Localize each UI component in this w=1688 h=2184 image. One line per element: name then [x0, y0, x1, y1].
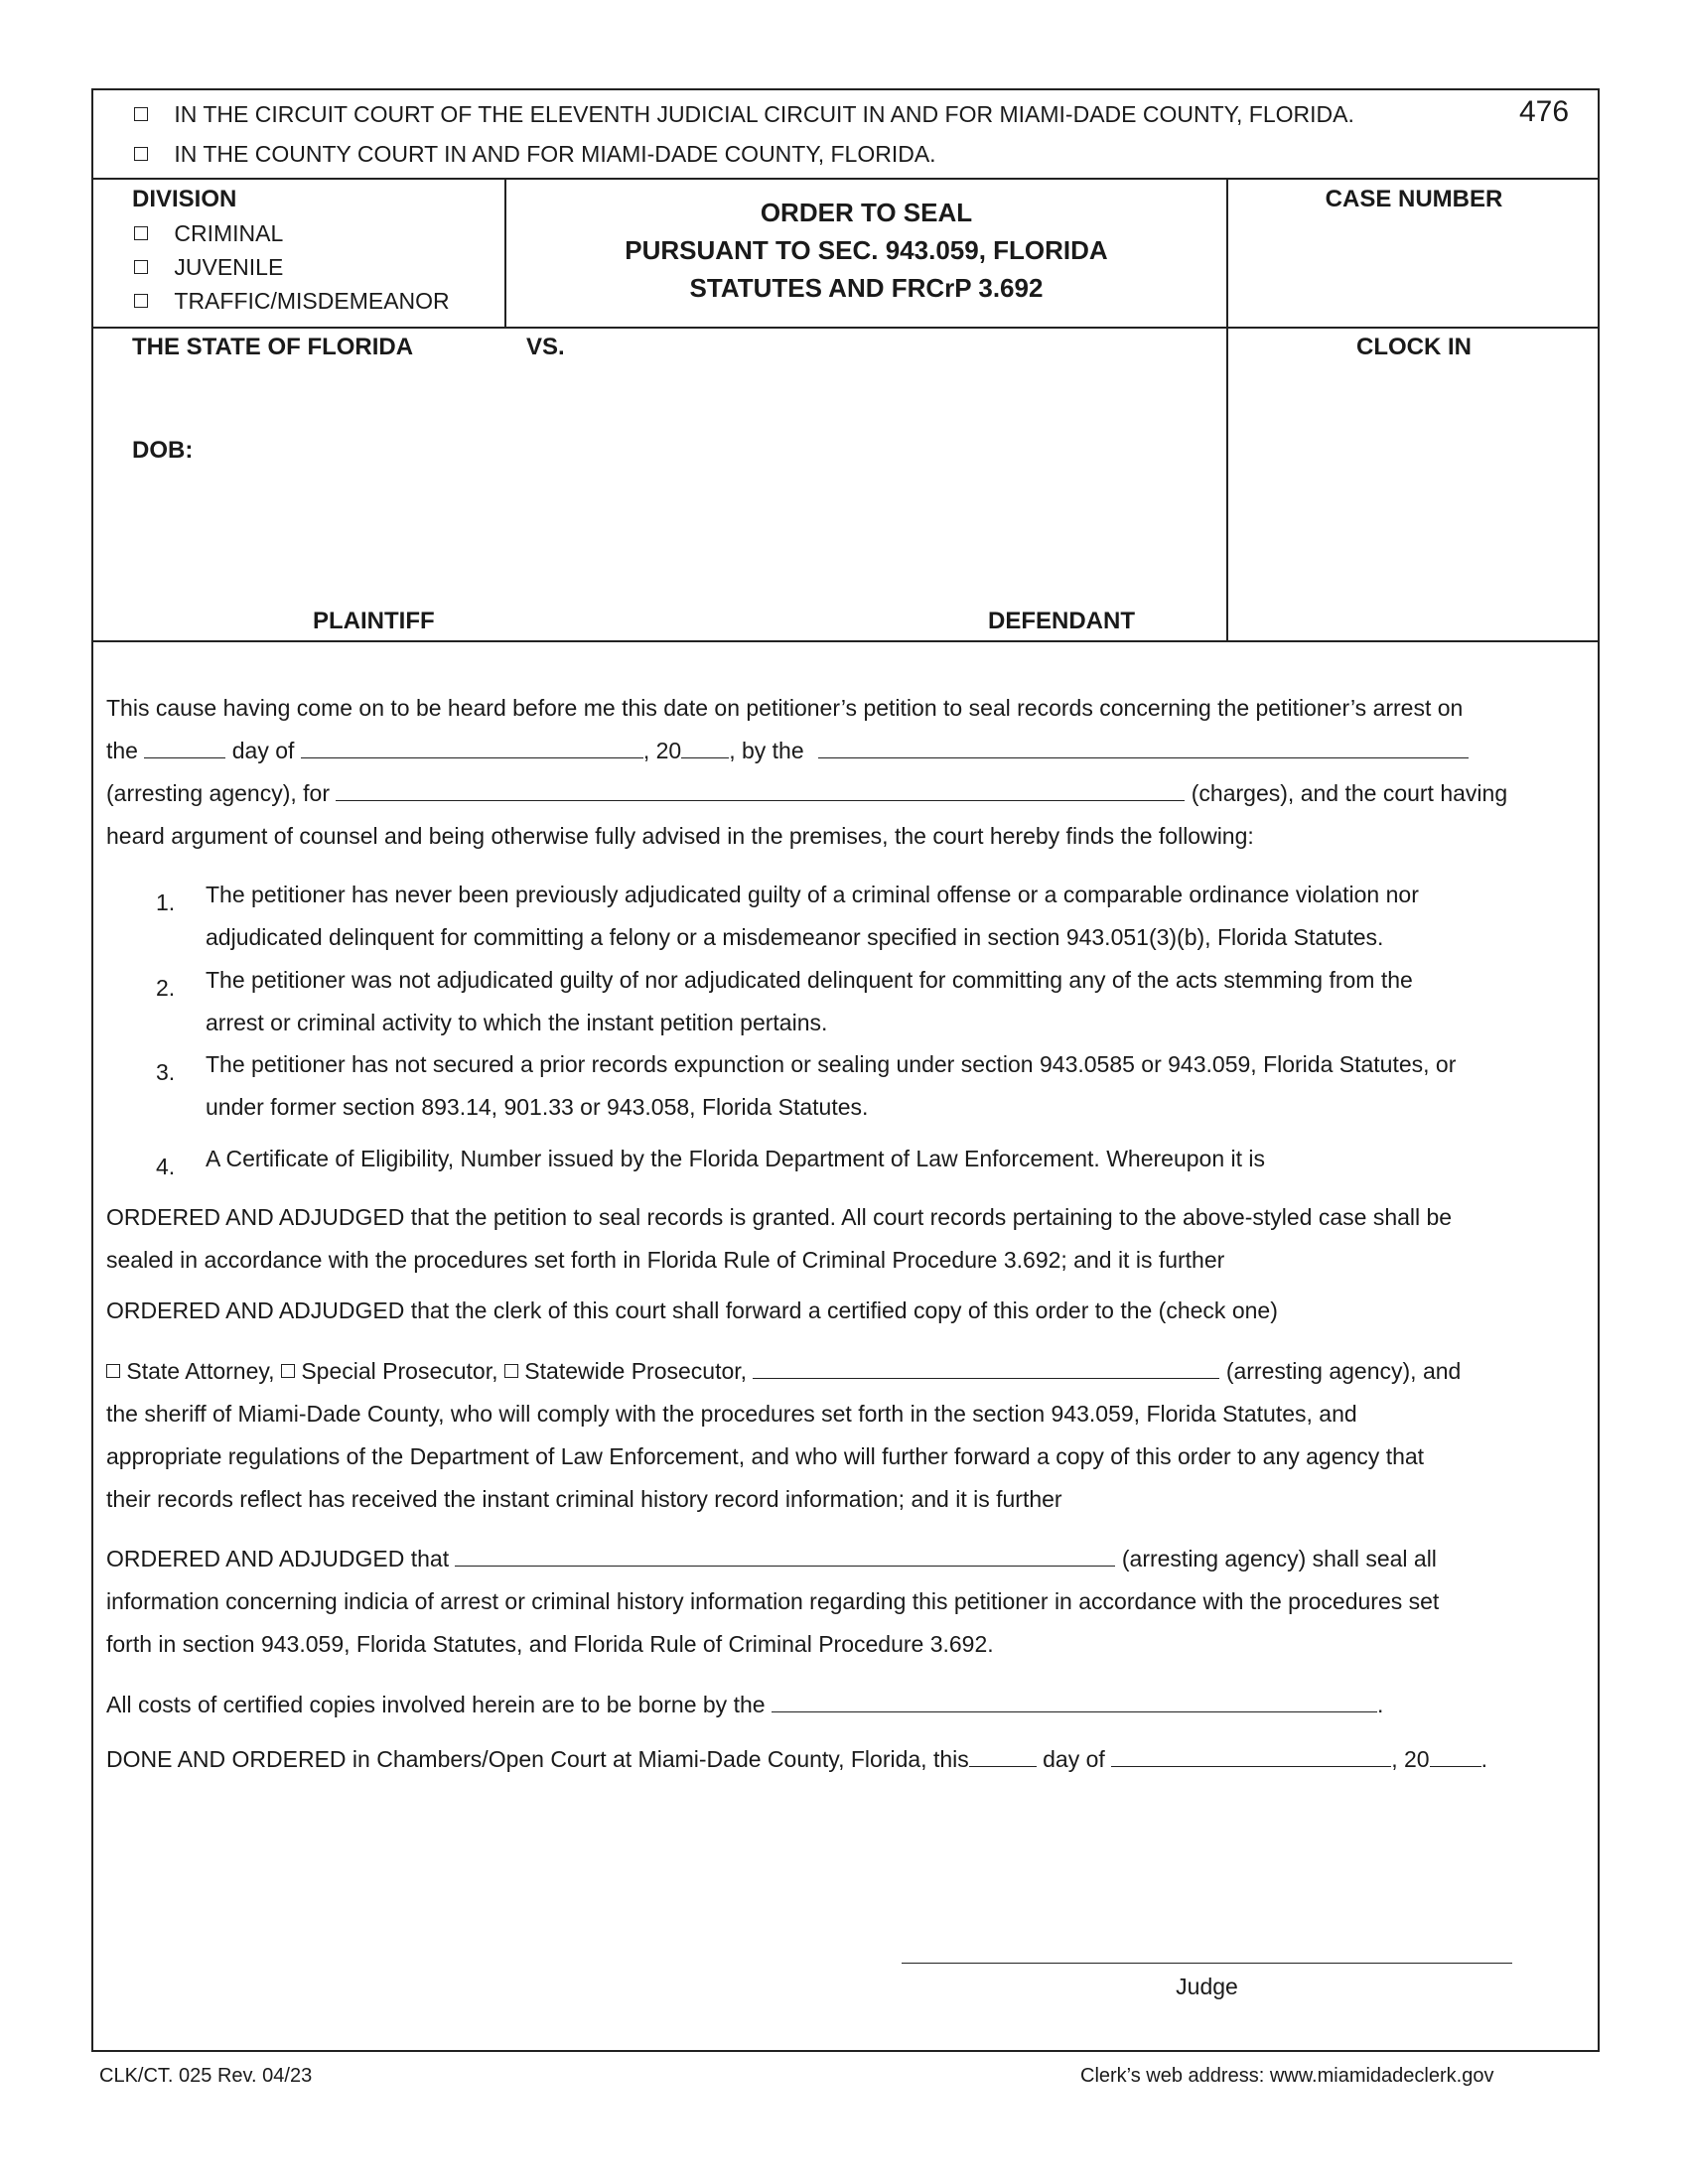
order-2-line-4: appropriate regulations of the Department of Law Enforcement, and who will further forward a copy of this order to any agency that	[106, 1443, 1425, 1469]
order-2-recipients	[106, 1350, 1461, 1393]
checkbox-traffic-misdemeanor[interactable]	[134, 294, 148, 308]
case-number-divider	[1226, 178, 1228, 640]
intro-day-of: day of	[231, 738, 295, 763]
form-title	[506, 194, 1226, 307]
checkbox-juvenile[interactable]	[134, 260, 148, 274]
done-period: .	[1480, 1746, 1487, 1772]
division-option-traffic	[134, 288, 450, 315]
state-attorney-label: State Attorney,	[126, 1358, 275, 1384]
clock-in-area	[1241, 372, 1589, 625]
order-3-line-3: forth in section 943.059, Florida Statutes, and Florida Rule of Criminal Procedure 3.692.	[106, 1631, 994, 1657]
finding-4-number: 4.	[156, 1154, 176, 1179]
done-line	[106, 1738, 1487, 1781]
finding-2-number: 2.	[156, 975, 176, 1001]
division-criminal-label: CRIMINAL	[174, 220, 284, 246]
division-traffic-label: TRAFFIC/MISDEMEANOR	[174, 288, 450, 314]
order-1-line-2: sealed in accordance with the procedures set forth in Florida Rule of Criminal Procedure 3.692; and it is further	[106, 1247, 1225, 1273]
done-lead: DONE AND ORDERED in Chambers/Open Court at Miami-Dade County, Florida, this	[106, 1746, 969, 1772]
finding-3-line-1: The petitioner has not secured a prior records expunction or sealing under section 943.0585 or 943.059, Florida Statutes, or	[206, 1051, 1457, 1077]
costs-period: .	[1376, 1692, 1384, 1717]
intro-line-3	[106, 772, 1507, 815]
title-line-3: STATUTES AND FRCrP 3.692	[689, 273, 1044, 303]
order-3-line-2: information concerning indicia of arrest or criminal history information regarding this petitioner in accordance with the procedures set	[106, 1588, 1440, 1614]
intro-line-1: This cause having come on to be heard before me this date on petitioner’s petition to seal records concerning the petitioner’s arrest on	[106, 695, 1464, 721]
defendant-label: DEFENDANT	[988, 608, 1135, 634]
intro-arresting-agency-for: (arresting agency), for	[106, 780, 330, 806]
finding-2-line-2: arrest or criminal activity to which the instant petition pertains.	[206, 1010, 828, 1035]
order-2-agency-and: (arresting agency), and	[1225, 1358, 1462, 1384]
state-of-florida: THE STATE OF FLORIDA	[132, 334, 414, 360]
court-circuit-label: IN THE CIRCUIT COURT OF THE ELEVENTH JUDICIAL CIRCUIT IN AND FOR MIAMI-DADE COUNTY, FLORIDA.	[174, 101, 1354, 127]
checkbox-criminal[interactable]	[134, 226, 148, 240]
finding-1-line-1: The petitioner has never been previously adjudicated guilty of a criminal offense or a comparable ordinance violation nor	[206, 882, 1419, 907]
order-3-lead: ORDERED AND ADJUDGED that	[106, 1546, 450, 1571]
checkbox-state-attorney[interactable]	[106, 1364, 120, 1378]
checkbox-circuit-court[interactable]	[134, 107, 148, 121]
order-2-line-3: the sheriff of Miami-Dade County, who will comply with the procedures set forth in the section 943.059, Florida Statutes, and	[106, 1401, 1357, 1427]
court-county-option	[134, 141, 936, 168]
arrest-month-field[interactable]	[301, 740, 643, 758]
intro-line-2	[106, 730, 1469, 772]
done-month-field[interactable]	[1111, 1748, 1391, 1767]
order-3-tail: (arresting agency) shall seal all	[1121, 1546, 1437, 1571]
division-option-juvenile	[134, 254, 283, 281]
arresting-agency-field-3[interactable]	[455, 1548, 1115, 1567]
intro-charges: (charges), and the court having	[1191, 780, 1508, 806]
finding-1-number: 1.	[156, 889, 176, 915]
done-day-of: day of	[1043, 1746, 1105, 1772]
checkbox-special-prosecutor[interactable]	[281, 1364, 295, 1378]
intro-twenty: , 20	[642, 738, 682, 763]
header-divider	[91, 178, 1600, 180]
statewide-prosecutor-label: Statewide Prosecutor,	[524, 1358, 748, 1384]
checkbox-statewide-prosecutor[interactable]	[504, 1364, 518, 1378]
costs-lead: All costs of certified copies involved herein are to be borne by the	[106, 1692, 766, 1717]
special-prosecutor-label: Special Prosecutor,	[301, 1358, 498, 1384]
finding-1-line-2: adjudicated delinquent for committing a felony or a misdemeanor specified in section 943.051(3)(b), Florida Statutes.	[206, 924, 1384, 950]
done-day-field[interactable]	[969, 1748, 1037, 1767]
done-twenty: , 20	[1391, 1746, 1430, 1772]
costs-borne-by-field[interactable]	[772, 1694, 1377, 1712]
intro-the: the	[106, 738, 138, 763]
arrest-year-field[interactable]	[681, 740, 729, 758]
order-3-line-1	[106, 1538, 1437, 1580]
caption-divider	[91, 327, 1600, 329]
arresting-agency-field-1[interactable]	[818, 740, 1469, 758]
case-number-field[interactable]	[1241, 223, 1589, 318]
arresting-agency-field-2[interactable]	[753, 1360, 1219, 1379]
order-2-line-1: ORDERED AND ADJUDGED that the clerk of this court shall forward a certified copy of this order to the (check one)	[106, 1297, 1278, 1323]
finding-4-line-1: A Certificate of Eligibility, Number issued by the Florida Department of Law Enforcement. Whereupon it is	[206, 1146, 1265, 1171]
versus-label: VS.	[526, 334, 565, 360]
division-option-criminal	[134, 220, 283, 247]
court-county-label: IN THE COUNTY COURT IN AND FOR MIAMI-DADE COUNTY, FLORIDA.	[174, 141, 936, 167]
checkbox-county-court[interactable]	[134, 147, 148, 161]
clock-in-label: CLOCK IN	[1356, 334, 1472, 360]
clerk-web-address: Clerk’s web address: www.miamidadeclerk.gov	[1080, 2065, 1494, 2087]
case-number-label: CASE NUMBER	[1325, 186, 1503, 212]
judge-signature-line[interactable]	[902, 1963, 1512, 1964]
body-divider	[91, 640, 1600, 642]
charges-field[interactable]	[336, 782, 1185, 801]
title-line-2: PURSUANT TO SEC. 943.059, FLORIDA	[625, 235, 1108, 265]
order-2-line-5: their records reflect has received the instant criminal history record information; and it is further	[106, 1486, 1062, 1512]
division-label: DIVISION	[132, 186, 237, 212]
defendant-field[interactable]	[596, 367, 1201, 596]
title-line-1: ORDER TO SEAL	[760, 198, 973, 227]
done-year-field[interactable]	[1430, 1748, 1481, 1767]
arrest-day-field[interactable]	[144, 740, 225, 758]
finding-2-line-1: The petitioner was not adjudicated guilty of nor adjudicated delinquent for committing any of the acts stemming from the	[206, 967, 1413, 993]
finding-3-line-2: under former section 893.14, 901.33 or 943.058, Florida Statutes.	[206, 1094, 869, 1120]
intro-by-the: , by the	[729, 738, 804, 763]
intro-line-4: heard argument of counsel and being otherwise fully advised in the premises, the court hereby finds the following:	[106, 823, 1254, 849]
dob-label: DOB:	[132, 437, 194, 464]
order-1-line-1: ORDERED AND ADJUDGED that the petition to seal records is granted. All court records pertaining to the above-styled case shall be	[106, 1204, 1453, 1230]
form-number: 476	[1519, 95, 1570, 128]
division-juvenile-label: JUVENILE	[174, 254, 284, 280]
plaintiff-label: PLAINTIFF	[313, 608, 435, 634]
judge-label: Judge	[1176, 1974, 1238, 1999]
finding-3-number: 3.	[156, 1059, 176, 1085]
court-circuit-option	[134, 101, 1354, 128]
form-revision: CLK/CT. 025 Rev. 04/23	[99, 2065, 313, 2087]
costs-line	[106, 1684, 1383, 1726]
